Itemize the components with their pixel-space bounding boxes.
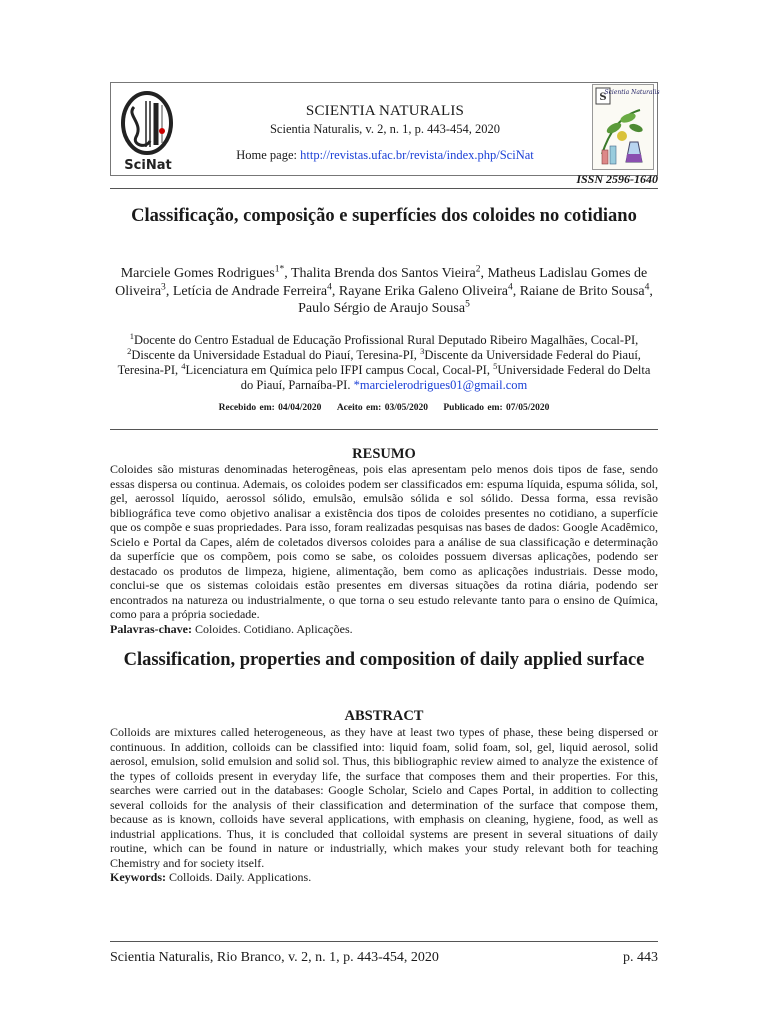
affiliation: Discente da Universidade Federal do Piauí, Teresina-PI, xyxy=(117,348,641,377)
author: Paulo Sérgio de Araujo Sousa xyxy=(298,301,466,316)
keywords-values: Coloides. Cotidiano. Aplicações. xyxy=(194,621,353,636)
published-date: Publicado em: 07/05/2020 xyxy=(443,403,550,413)
keywords-values: Colloids. Daily. Applications. xyxy=(169,870,312,884)
author-affil-mark: 5 xyxy=(465,299,470,310)
author-affil-mark: 4 xyxy=(327,281,332,292)
abstract-heading: ABSTRACT xyxy=(344,708,424,724)
scinat-logo xyxy=(116,87,180,173)
author-affil-mark: 3 xyxy=(161,281,166,292)
author-affil-mark: 4 xyxy=(507,281,513,292)
footer-rule xyxy=(110,941,658,942)
journal-citation: Scientia Naturalis, v. 2, n. 1, p. 443-454, 2020 xyxy=(269,122,501,136)
author-affil-mark: 1* xyxy=(274,264,285,275)
resumo-keywords xyxy=(110,622,658,637)
page-number: p. 443 xyxy=(623,950,658,965)
author-affil-mark: 4 xyxy=(644,281,650,292)
keywords-label: Palavras-chave: xyxy=(110,621,192,636)
affil-mark: 4 xyxy=(181,360,186,371)
footer-citation: Scientia Naturalis, Rio Branco, v. 2, n. 1, p. 443-454, 2020 xyxy=(110,950,439,965)
affiliation: Docente do Centro Estadual de Educação Profissional Rural Deputado Ribeiro Magalhães, Cocal-PI, xyxy=(133,333,639,347)
author: Rayane Erika Galeno Oliveira xyxy=(338,283,508,299)
corresponding-email[interactable]: *marcielerodrigues01@gmail.com xyxy=(353,378,528,392)
abstract-body xyxy=(110,725,658,885)
logo-wordmark: SciNat xyxy=(124,158,172,173)
author: Thalita Brenda dos Santos Vieira xyxy=(290,266,476,281)
affiliation: Universidade Federal do Delta do Piauí, Parnaíba-PI. xyxy=(240,363,651,392)
author-affil-mark: 2 xyxy=(475,264,481,275)
section-rule xyxy=(110,429,658,430)
article-title-english: Classification, properties and composition of daily applied surface xyxy=(123,650,645,670)
svg-text:S: S xyxy=(599,92,607,103)
affiliation: Discente da Universidade Estadual do Piauí, Teresina-PI, xyxy=(131,348,417,362)
journal-cover-thumbnail xyxy=(592,84,660,170)
resumo-heading: RESUMO xyxy=(352,446,416,462)
issn: ISSN 2596-1640 xyxy=(576,172,658,186)
cover-title: Scientia Naturalis xyxy=(604,89,660,96)
header-rule xyxy=(110,188,658,189)
affil-mark: 1 xyxy=(129,330,134,341)
author: Letícia de Andrade Ferreira xyxy=(172,283,328,299)
affil-mark: 3 xyxy=(420,345,425,356)
resumo-body xyxy=(110,462,658,636)
affiliations xyxy=(110,330,658,393)
journal-home-line xyxy=(180,148,590,163)
resumo-text: Coloides são misturas denominadas heterogêneas, pois elas apresentam pelo menos dois tipos de fase, sendo essas dispersa ou continua. Ademais, os coloides podem ser classificados em: espuma líquida, espuma sólida, sol, gel, aerossol líquido, aerossol sólido, emulsão, emulsão sólida e sol sólido. Dessa forma, essa revisão bibliográfica teve como objetivo analisar a existência dos tipos de coloides presentes no cotidiano, a superfície que os compõe e suas propriedades. Para isso, foram realizadas pesquisas nas bases de dados: Google Acadêmico, Scielo e Portal da Capes, além de coletados diversos coloides para a análise de sua classificação e determinação da superfície que os compõem, pois como se sabe, os coloides possuem diversas aplicações, podendo ser destacado os produtos de limpeza, higiene, alimentação, bem como as aplicações industriais. Desse modo, conclui-se que os sistemas coloidais estão presentes em diversas situações da rotina diária, podendo ser encontrados na natureza ou industrialmente, o que torna o seu estudo relevante tanto para o ensino de Química, como para a própria sociedade. xyxy=(110,462,658,621)
journal-name: SCIENTIA NATURALIS xyxy=(305,103,465,119)
author: Matheus Ladislau Gomes de Oliveira xyxy=(115,266,648,299)
abstract-text: Colloids are mixtures called heterogeneous, as they have at least two types of phase, these being dispersed or continuous. In addition, colloids can be classified into: liquid foam, solid foam, sol, gel, liquid aerosol, solid aerosol, emulsion, solid emulsion and solid sol. Thus, this bibliographic review aimed to analyze the existence of the types of colloids present in everyday life, the surface that composes them and their properties. For this, searches were carried out in the databases: Google Scholar, Scielo and Capes Portal, in addition to collecting several colloids for the analysis of their classification and determination of the surface that compose them, because as is known, colloids have several applications, with emphasis on cleaning, hygiene, food, as well as industrial applications. Thus, it is concluded that colloidal systems are present in several situations of daily routine, which can be found in nature or industrially, which makes your study relevant both for teaching Chemistry and for society itself. xyxy=(110,725,658,870)
affil-mark: 5 xyxy=(493,360,498,371)
article-dates xyxy=(110,403,658,413)
article-title-portuguese: Classificação, composição e superfícies dos coloides no cotidiano xyxy=(131,206,637,226)
abstract-keywords xyxy=(110,870,658,885)
accepted-date: Aceito em: 03/05/2020 xyxy=(336,403,428,413)
home-page-label: Home page: xyxy=(236,148,297,162)
author-list: Marciele Gomes Rodrigues$^{1*}$, Thalita Brenda dos Santos Vieira$^2$, Matheus Ladislau Gomes de Oliveira$^3$, Letícia de Andrade Ferreira$^4$, Rayane Erika Galeno Oliveira$^4$, Raiane de Brito Sousa$^4$, Paulo Sérgio de Araujo Sousa$^5$ xyxy=(115,264,653,316)
home-page-link[interactable]: http://revistas.ufac.br/revista/index.php/SciNat xyxy=(300,148,534,162)
affil-mark: 2 xyxy=(127,345,132,356)
received-date: Recebido em: 04/04/2020 xyxy=(218,403,322,413)
keywords-label: Keywords: xyxy=(110,870,166,884)
author: Raiane de Brito Sousa xyxy=(519,283,645,299)
affiliation: Licenciatura em Química pelo IFPI campus Cocal, Cocal-PI, xyxy=(185,363,490,377)
author: Marciele Gomes Rodrigues xyxy=(120,266,275,281)
